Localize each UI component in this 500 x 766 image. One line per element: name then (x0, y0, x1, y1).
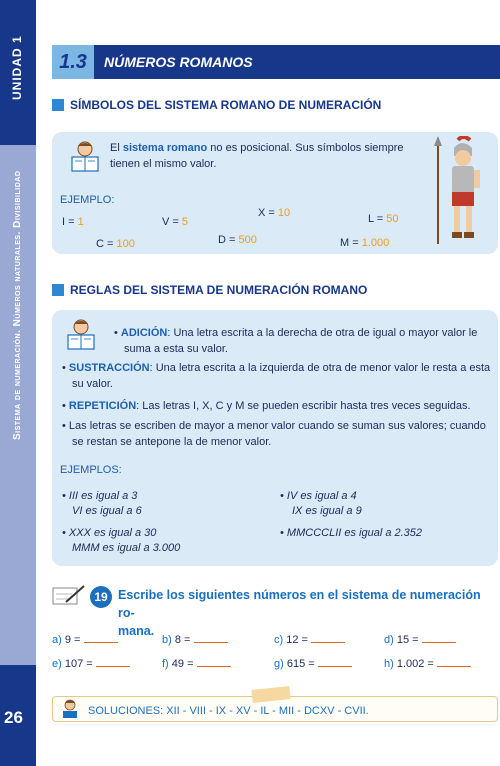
exercise-h: h) 1.002 = (384, 658, 471, 670)
example-2-line2: IX es igual a 9 (292, 505, 362, 517)
rule-addition: • ADICIÓN: Una letra escrita a la derecha de otra de igual o mayor valor le (114, 327, 478, 339)
symbol-C: C = 100 (96, 238, 135, 250)
symbol-X: X = 10 (258, 207, 291, 219)
exercise-b: b) 8 = (162, 634, 228, 646)
examples-label: EJEMPLOS: (60, 464, 122, 476)
answer-blank[interactable] (96, 658, 130, 667)
rule-order-line2: se restan se antepone la de menor valor. (72, 436, 272, 448)
exercise-a: a) 9 = (52, 634, 118, 646)
student-reading-icon (62, 318, 100, 352)
answer-blank[interactable] (311, 634, 345, 643)
example-3: • XXX es igual a 30 (62, 527, 157, 539)
rule-subtraction-line2: su valor. (72, 378, 113, 390)
symbol-L: L = 50 (368, 213, 399, 225)
example-4: • MMCCCLII es igual a 2.352 (280, 527, 423, 539)
rule-repetition: • REPETICIÓN: Las letras I, X, C y M se pueden escribir hasta tres veces seguidas. (62, 400, 471, 412)
example-1: • III es igual a 3 (62, 490, 138, 502)
topic-label: Sistema de numeración. Números naturales. Divisibilidad (12, 170, 23, 440)
answer-blank[interactable] (318, 658, 352, 667)
activity-number: 19 (90, 586, 112, 608)
answer-blank[interactable] (194, 634, 228, 643)
unit-label: UNIDAD 1 (10, 35, 24, 100)
section2-title: REGLAS DEL SISTEMA DE NUMERACIÓN ROMANO (70, 283, 368, 297)
rule-order: • Las letras se escriben de mayor a menor valor cuando se suman sus valores; cuando (62, 420, 486, 432)
student-solutions-icon (58, 699, 82, 719)
answer-blank[interactable] (422, 634, 456, 643)
exercise-c: c) 12 = (274, 634, 345, 646)
intro-line-2: tienen el mismo valor. (110, 158, 217, 170)
answer-blank[interactable] (84, 634, 118, 643)
section1-title: SÍMBOLOS DEL SISTEMA ROMANO DE NUMERACIÓN (70, 98, 382, 112)
symbol-D: D = 500 (218, 234, 257, 246)
example-label: EJEMPLO: (60, 194, 115, 206)
intro-highlight: sistema romano (122, 142, 208, 154)
section1-marker (52, 99, 64, 111)
answer-blank[interactable] (197, 658, 231, 667)
example-2: • IV es igual a 4 (280, 490, 357, 502)
page-number: 26 (4, 708, 23, 727)
symbol-I: I = 1 (62, 216, 84, 228)
exercise-d: d) 15 = (384, 634, 456, 646)
solutions-text: SOLUCIONES: XII - VIII - IX - XV - IL - MII - DCXV - CVII. (88, 705, 369, 717)
writing-exercise-icon (52, 584, 86, 606)
section-number: 1.3 (52, 45, 94, 79)
example-1-line2: VI es igual a 6 (72, 505, 142, 517)
rule-subtraction: • SUSTRACCIÓN: Una letra escrita a la izquierda de otra de menor valor le resta a esta (62, 362, 491, 374)
student-reading-icon (66, 140, 104, 174)
section-title: NÚMEROS ROMANOS (104, 54, 253, 70)
answer-blank[interactable] (437, 658, 471, 667)
section2-marker (52, 284, 64, 296)
exercise-f: f) 49 = (162, 658, 231, 670)
symbol-M: M = 1.000 (340, 237, 390, 249)
activity-prompt: Escribe los siguientes números en el sistema de numeración ro- mana. (118, 588, 481, 638)
example-3-line2: MMM es igual a 3.000 (72, 542, 181, 554)
symbol-V: V = 5 (162, 216, 189, 228)
exercise-e: e) 107 = (52, 658, 130, 670)
rule-addition-line2: suma a esta su valor. (124, 343, 228, 355)
roman-soldier-illustration (428, 136, 492, 248)
intro-line-1: El sistema romano no es posicional. Sus símbolos siempre (110, 142, 404, 154)
exercise-g: g) 615 = (274, 658, 352, 670)
